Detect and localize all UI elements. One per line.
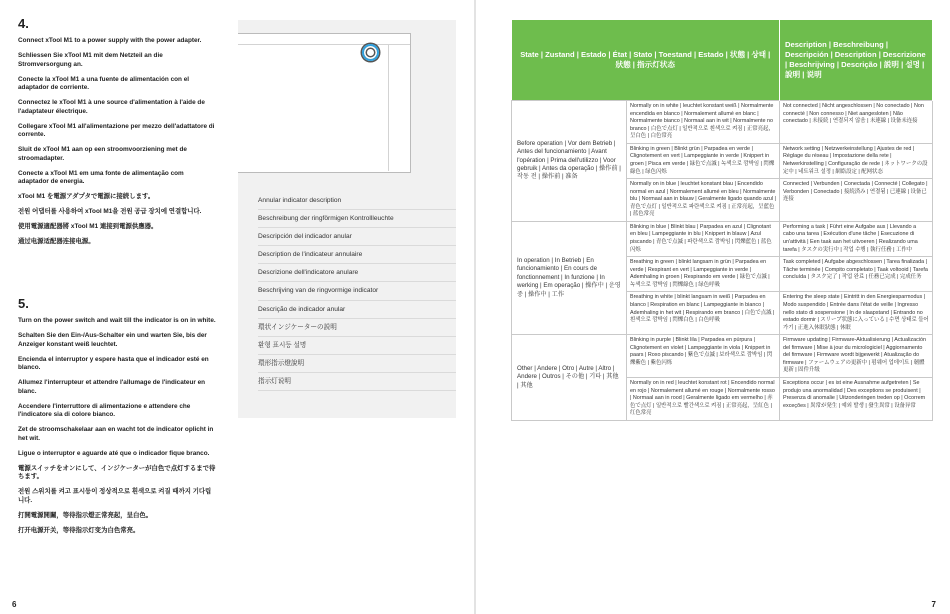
step-4-text-zh-cn: 通过电源适配器连接电源。 [18,238,95,246]
step-5-text-fr: Allumez l'interrupteur et attendre l'allumage de l'indicateur en blanc. [18,379,206,395]
indicator-label-ko: 환형 표시등 설명 [258,337,456,355]
step-4-text-ja: xTool M1 を電源アダプタで電源に接続します。 [18,193,155,201]
step-4-text-en: Connect xTool M1 to a power supply with the power adapter. [18,37,202,44]
step-5-text-zh-cn: 打开电源开关，等待指示灯变为白色常亮。 [18,526,140,534]
description-cell: Connected | Verbunden | Conectada | Connecté | Collegato | Verbonden | Conectado | 接続済み | 연결됨 | 已連線 | 设备已连接 [780,179,933,222]
step-4-text-de: Schliessen Sie xTool M1 mit dem Netzteil an die Stromversorgung an. [18,52,163,68]
step-5-text-zh-tw: 打開電源開關，等待指示燈正常亮起，呈白色。 [18,511,153,519]
left-page [0,0,474,614]
step-5-text-es: Encienda el interruptor y espere hasta que el indicador esté en blanco. [18,355,209,372]
device-lid-edge [238,34,410,45]
state-other: Other | Andere | Otro | Autre | Altro | Andere | Outros | その他 | 기타 | 其他 | 其他 [512,335,627,421]
step-4-text-it: Collegare xTool M1 all'alimentazione per mezzo dell'adattatore di corrente. [18,122,215,139]
step-5-text-de: Schalten Sie den Ein-/Aus-Schalter ein und warten Sie, bis der Anzeiger konstant weiß leuchtet. [18,332,207,348]
indicator-label-fr: Description de l'indicateur annulaire [258,246,456,264]
table-row [512,101,933,144]
ring-indicator-icon [362,44,379,61]
behavior-cell: Breathing in white | blinkt langsam in weiß | Parpadea en blanco | Respiration en blanc | Lampeggiante in bianco | Ademhaling in het wit | Respirando em branco | 白色で点滅 | 흰색으로 깜박임 | 閃爍白色 | 白色呼吸 [627,292,780,335]
behavior-cell: Normally on in red | leuchtet konstant rot | Encendido normal en rojo | Normalement allumé en rouge | Normalmente rosso | Normaal aan in rood | Geralmente ligado em vermelho | 赤色で点灯 | 일반적으로 빨간색으로 켜짐 | 正常亮起，呈紅色 | 红色常亮 [627,378,780,421]
behavior-cell: Blinking in blue | Blinkt blau | Parpadea en azul | Clignotant en bleu | Lampeggiante in blu | Knippert in blauw | Azul piscando | 青色で点滅 | 파란색으로 깜박임 | 閃爍藍色 | 蓝色闪烁 [627,221,780,256]
behavior-cell: Blinking in purple | Blinkt lila | Parpadea en púrpura | Clignotement en violet | Lampeggiante in viola | Knippert in paars | Roxo piscando | 紫色で点滅 | 보라색으로 깜박임 | 閃爍紫色 | 紫色闪烁 [627,335,780,378]
step-4-number: 4. [18,16,29,31]
behavior-cell: Normally on in blue | leuchtet konstant blau | Encendido normal en azul | Normalement allumé en bleu | Normalmente blu | Normaal aan in blauw | Geralmente ligado quando azul | 青色で点灯 | 일반적으로 파란색으로 켜짐 | 正常亮起，呈藍色 | 蓝色常亮 [627,179,780,222]
indicator-label-de: Beschreibung der ringförmigen Kontrollleuchte [258,210,456,228]
step-4 [18,16,216,253]
header-description: Description | Beschreibung | Descripción | Description | Descrizione | Beschrijving | Descrição | 説明 | 설명 | 說明 | 说明 [780,20,933,101]
indicator-label-es: Descripción del indicador anular [258,228,456,246]
step-5-text-it: Accendere l'interruttore di alimentazione e attendere che l'indicatore sia di colore bianco. [18,402,191,419]
behavior-cell: Normally on in white | leuchtet konstant weiß | Normalmente encendida en blanco | Normalement allumé en blanc | Normalmente bianco | Normaal aan in wit | Normalmente no branco | 白色で点灯 | 일반적으로 흰색으로 켜짐 | 正常亮起，呈白色 | 白色常亮 [627,101,780,144]
indicator-label-it: Descrizione dell'indicatore anulare [258,264,456,282]
indicator-label-zh-cn: 指示灯说明 [258,373,456,391]
table-header-row [512,20,933,101]
description-cell: Performing a task | Führt eine Aufgabe aus | Llevando a cabo una tarea | Exécution d'une tâche | Esecuzione di un'attività | Een taak aan het uitvoeren | Realizando uma tarefa | タスクの実行中 | 작업 수행 | 執行任務 | 工作中 [780,221,933,256]
step-5-text-en: Turn on the power switch and wait till the indicator is on in white. [18,317,216,324]
header-state: State | Zustand | Estado | État | Stato | Toestand | Estado | 状態 | 상태 | 狀態 | 指示灯状态 [512,20,780,101]
step-4-text-zh-tw: 使用電源適配器將 xTool M1 連接到電源供應器。 [18,223,158,231]
step-5-number: 5. [18,296,29,311]
description-cell: Network setting | Netzwerkeinstellung | Ajustes de red | Réglage du réseau | Impostazione della rete | Netwerkinstelling | Configuração de rede | ネットワークの設定中 | 네트워크 설정 | 網絡設定 | 配网状态 [780,143,933,178]
step-5 [18,296,216,542]
right-page [476,0,950,614]
page-number-left: 6 [12,600,17,609]
step-4-text-es: Conecte la xTool M1 a una fuente de alimentación con el adaptador de corriente. [18,75,190,92]
state-before-operation: Before operation | Vor dem Betrieb | Antes del funcionamiento | Avant l'opération | Prima dell'utilizzo | Voor gebruik | Antes da operação | 操作前 | 작동 전 | 操作前 | 准备 [512,101,627,222]
step-5-text-ja: 電源スイッチをオンにして、インジケーターが白色で点灯するまで待ちます。 [18,464,216,481]
step-4-text-nl: Sluit de xTool M1 aan op een stroomvoorziening met de stroomadapter. [18,146,187,162]
description-cell: Firmware updating | Firmware-Aktualisierung | Actualización del firmware | Mise à jour du micrologiciel | Aggiornamento del firmware | Firmware wordt bijgewerkt | Atualização do firmware | ファームウェアの更新中 | 펌웨어 업데이트 | 韌體更新 | 固件升级 [780,335,933,378]
step-5-text-nl: Zet de stroomschakelaar aan en wacht tot de indicator oplicht in het wit. [18,426,214,442]
step-4-text-fr: Connectez le xTool M1 à une source d'alimentation à l'aide de l'adaptateur électrique. [18,99,205,115]
device-front-edge [388,44,389,171]
description-cell: Entering the sleep state | Eintritt in den Energiesparmodus | Modo suspendido | Entrée dans l'état de veille | Ingresso nello stato di sospensione | In de slaapstand | Entrando no estado dormir | スリープ状態に入っている | 수면 상태로 들어가기 | 正進入休眠狀態 | 休眠 [780,292,933,335]
description-cell: Task completed | Aufgabe abgeschlossen | Tarea finalizada | Tâche terminée | Compito completato | Taak voltooid | Tarefa concluída | タスク完了 | 작업 완료 | 任務已完成 | 完成任务 [780,257,933,292]
indicator-label-zh-tw: 環形指示燈說明 [258,355,456,373]
table-row [512,221,933,256]
device-body [238,33,411,173]
description-cell: Not connected | Nicht angeschlossen | No conectado | Non connecté | Non connesso | Niet aangesloten | Não conectado | 未接続 | 연결되지 않음 | 未連線 | 设备未连接 [780,101,933,144]
step-5-text-pt: Ligue o interruptor e aguarde até que o indicador fique branco. [18,449,210,457]
indicator-label-nl: Beschrijving van de ringvormige indicator [258,282,456,300]
indicator-status-table [511,20,933,421]
indicator-label-ja: 環状インジケーターの説明 [258,319,456,337]
description-cell: Exceptions occur | es ist eine Ausnahme aufgetreten | Se produjo una anormalidad | Des exceptions se produisent | Presenza di anomalie | Uitzonderingen treden op | Ocorrem exceções | 異常が発生 | 예외 발생 | 發生異常 | 设备异常 [780,378,933,421]
indicator-description-labels [258,192,456,391]
page-number-right: 7 [931,600,936,609]
behavior-cell: Blinking in green | Blinkt grün | Parpadea en verde | Clignotement en vert | Lampeggiante in verde | Knippert in groen | Pisca em verde | 緑色で点滅 | 녹색으로 깜박임 | 閃爍綠色 | 绿色闪烁 [627,143,780,178]
step-4-text-ko: 전원 어댑터를 사용하여 xTool M1을 전원 공급 장치에 연결합니다. [18,208,202,216]
indicator-label-en: Annular indicator description [258,192,456,210]
behavior-cell: Breathing in green | blinkt langsam in grün | Parpadea en verde | Respirant en vert | Lampeggiante in verde | Ademhaling in groen | Respirando em verde | 緑色で点滅 | 녹색으로 깜박임 | 閃爍綠色 | 绿色呼吸 [627,257,780,292]
step-4-text-pt: Conecte a xTool M1 em uma fonte de alimentação com adaptador de energia. [18,169,184,186]
step-5-text-ko: 전원 스위치를 켜고 표시등이 정상적으로 흰색으로 켜질 때까지 기다립니다. [18,488,212,504]
indicator-label-pt: Descrição de indicador anular [258,301,456,319]
table-row [512,335,933,378]
state-in-operation: In operation | In Betrieb | En funcionamiento | En cours de fonctionnement | In funzione | In werking | Em operação | 操作中 | 운영중 | 操作中 | 工作 [512,221,627,334]
